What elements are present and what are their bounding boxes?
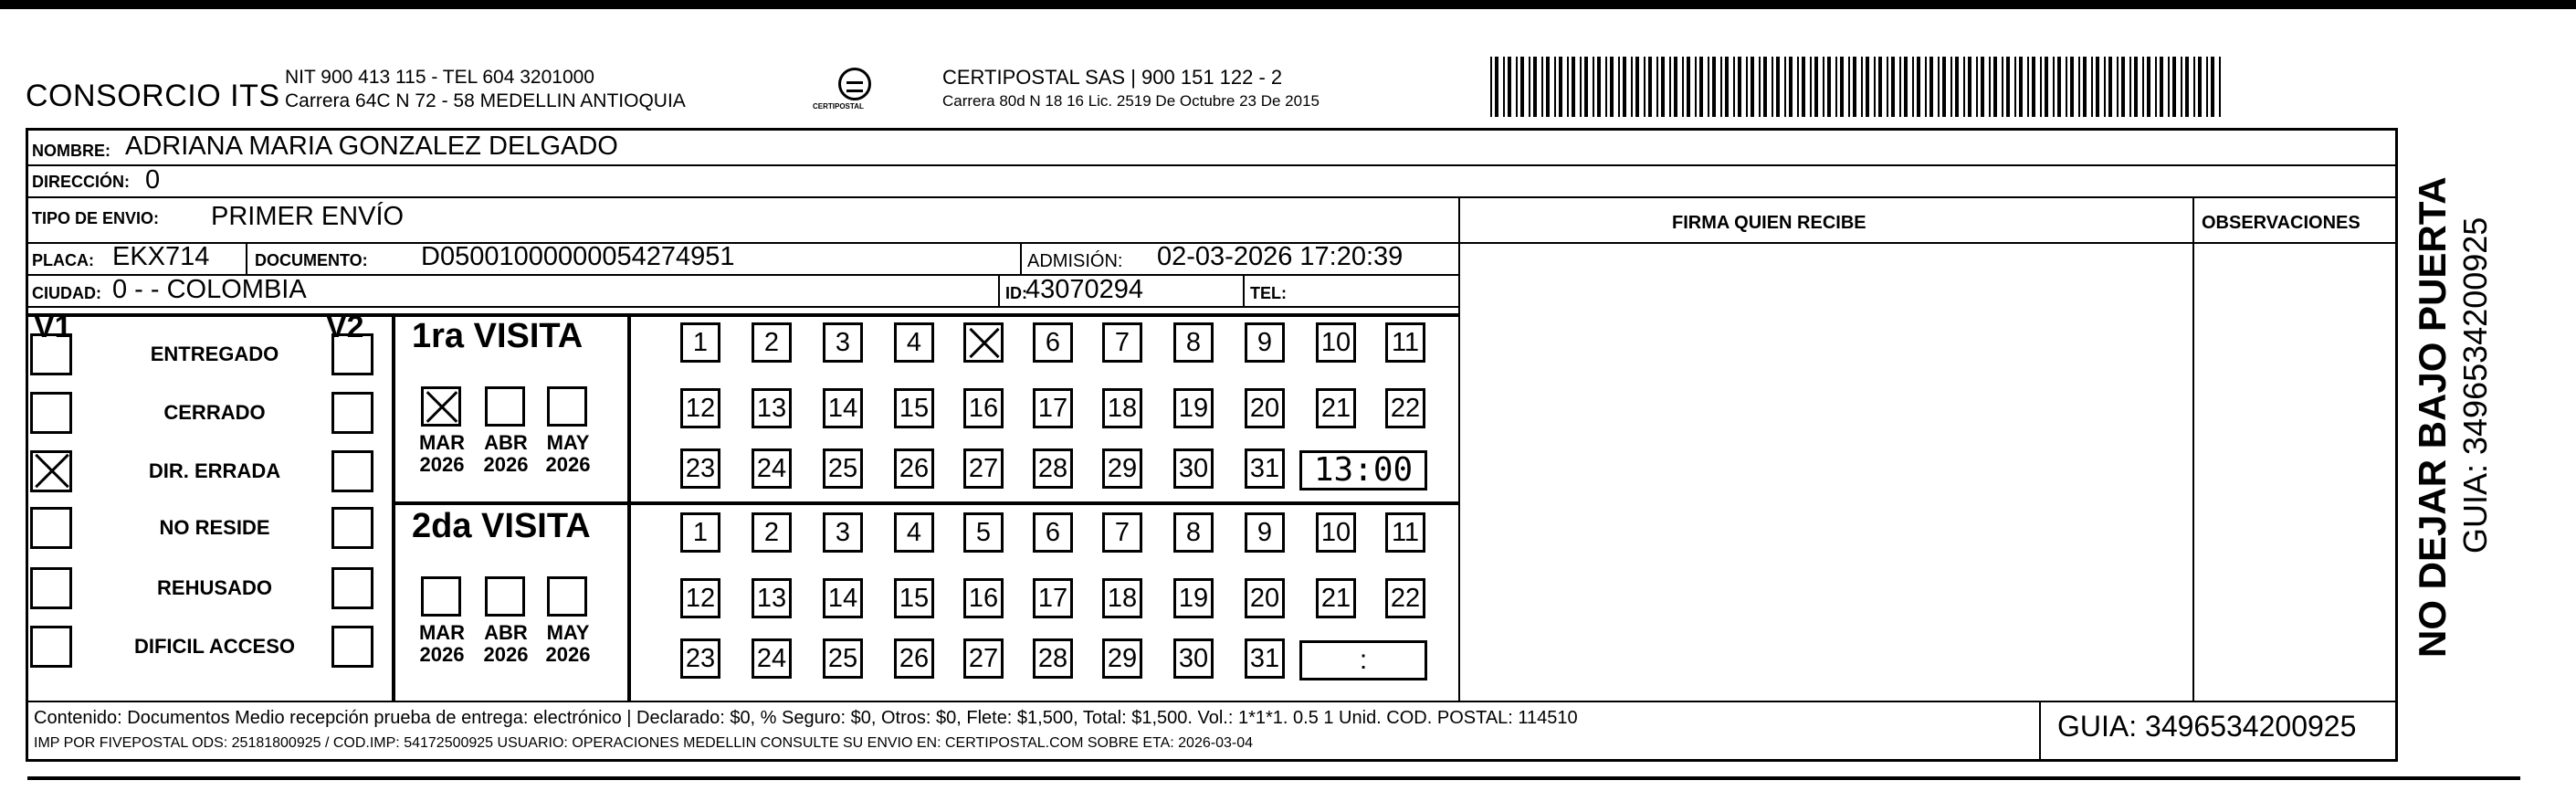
- day-box[interactable]: 25: [823, 638, 863, 679]
- month-checkbox[interactable]: [485, 386, 525, 427]
- day-box[interactable]: 24: [752, 448, 792, 489]
- barcode-bar: [1669, 57, 1671, 117]
- month-name: MAR: [418, 621, 466, 644]
- barcode-bar: [2040, 57, 2042, 117]
- day-box[interactable]: 11: [1385, 322, 1425, 363]
- barcode-bar: [2198, 57, 2202, 117]
- month-name: MAY: [546, 621, 590, 644]
- tipo-envio-value: PRIMER ENVÍO: [211, 202, 405, 231]
- barcode-bar: [1955, 57, 1959, 117]
- day-box[interactable]: 18: [1102, 578, 1142, 618]
- barcode-bar: [1763, 57, 1767, 117]
- day-box[interactable]: 28: [1033, 448, 1073, 489]
- barcode-bar: [1541, 57, 1543, 117]
- barcode-bar: [1623, 57, 1626, 117]
- day-box[interactable]: 30: [1173, 638, 1214, 679]
- admision-label: ADMISIÓN:: [1027, 251, 1123, 271]
- barcode-bar: [1559, 57, 1562, 117]
- month-year: 2026: [545, 643, 591, 666]
- day-box[interactable]: 25: [823, 448, 863, 489]
- barcode-bar: [1746, 57, 1748, 117]
- barcode-bar: [1503, 57, 1505, 117]
- barcode-bar: [1572, 57, 1575, 117]
- barcode-bar: [1644, 57, 1645, 117]
- barcode-bar: [1712, 57, 1716, 117]
- day-box[interactable]: 19: [1173, 388, 1214, 428]
- v2-checkbox[interactable]: [331, 333, 373, 375]
- barcode-bar: [2014, 57, 2016, 117]
- barcode-bar: [1789, 57, 1793, 117]
- day-box[interactable]: 28: [1033, 638, 1073, 679]
- barcode-bar: [1912, 57, 1914, 117]
- barcode-bar: [1802, 57, 1805, 117]
- barcode-bar: [1861, 57, 1863, 117]
- day-box[interactable]: 29: [1102, 638, 1142, 679]
- barcode-bar: [1738, 57, 1741, 117]
- barcode-bar: [2053, 57, 2055, 117]
- day-box[interactable]: 27: [963, 448, 1004, 489]
- v1-checkbox[interactable]: [30, 450, 72, 492]
- barcode-bar: [1708, 57, 1709, 117]
- barcode-bar: [1823, 57, 1824, 117]
- barcode-bar: [2142, 57, 2144, 117]
- visit-title: 2da VISITA: [412, 507, 591, 545]
- visit-time[interactable]: :: [1299, 640, 1427, 680]
- barcode-bar: [1695, 57, 1697, 117]
- v1-label: V1: [34, 310, 72, 344]
- day-box[interactable]: 22: [1385, 578, 1425, 618]
- footer-guia: GUIA: 3496534200925: [2057, 710, 2357, 743]
- month-label: [476, 622, 536, 666]
- tel-label: TEL:: [1250, 284, 1287, 302]
- barcode-bar: [1950, 57, 1952, 117]
- barcode-bar: [1751, 57, 1754, 117]
- day-box[interactable]: 3: [823, 512, 863, 553]
- day-box[interactable]: 2: [752, 322, 792, 363]
- v2-checkbox[interactable]: [331, 450, 373, 492]
- month-checkbox[interactable]: [421, 576, 461, 617]
- barcode-bar: [1989, 57, 1991, 117]
- barcode-bar: [1733, 57, 1735, 117]
- barcode-bar: [1682, 57, 1684, 117]
- nombre-label: NOMBRE:: [32, 142, 110, 160]
- barcode-bar: [1899, 57, 1901, 117]
- barcode-bar: [1495, 57, 1498, 117]
- side-guia: GUIA: 3496534200925: [2456, 216, 2494, 554]
- day-box[interactable]: 6: [1033, 512, 1073, 553]
- carrier-address: Carrera 80d N 18 16 Lic. 2519 De Octubre 23 De 2015: [942, 92, 1320, 110]
- v2-checkbox[interactable]: [331, 507, 373, 549]
- carrier-info: [942, 66, 1320, 113]
- day-box[interactable]: 14: [823, 578, 863, 618]
- day-box[interactable]: 22: [1385, 388, 1425, 428]
- barcode-bar: [2155, 57, 2157, 117]
- barcode-bar: [2002, 57, 2003, 117]
- day-box[interactable]: 31: [1245, 448, 1285, 489]
- barcode-bar: [1866, 57, 1869, 117]
- company-address: Carrera 64C N 72 - 58 MEDELLIN ANTIOQUIA: [285, 90, 686, 111]
- month-year: 2026: [483, 643, 529, 666]
- id-value: 43070294: [1025, 275, 1144, 304]
- day-box[interactable]: 19: [1173, 578, 1214, 618]
- day-box[interactable]: 30: [1173, 448, 1214, 489]
- footer-contenido: Contenido: Documentos Medio recepción prueba de entrega: electrónico | Declarado: $0, % Seguro: $0, Otros: $0, Flete: $1,500, Total: $1,500. Vol.: 1*1*1. 0.5 1 Unid. COD. POSTAL: 114510: [34, 708, 1578, 728]
- day-box[interactable]: 24: [752, 638, 792, 679]
- documento-label: DOCUMENTO:: [255, 251, 368, 269]
- documento-value: D05001000000054274951: [421, 242, 735, 271]
- barcode-bar: [1720, 57, 1722, 117]
- day-box[interactable]: 11: [1385, 512, 1425, 553]
- barcode-bar: [1567, 57, 1569, 117]
- barcode-bar: [1938, 57, 1940, 117]
- day-box[interactable]: 7: [1102, 512, 1142, 553]
- side-warning: NO DEJAR BAJO PUERTA: [2411, 176, 2454, 658]
- day-box[interactable]: 5: [963, 512, 1004, 553]
- month-year: 2026: [419, 453, 465, 476]
- barcode-bar: [1981, 57, 1984, 117]
- status-label: CERRADO: [163, 401, 266, 424]
- barcode-bar: [1529, 57, 1530, 117]
- barcode-bar: [2117, 57, 2119, 117]
- barcode-bar: [2045, 57, 2048, 117]
- status-label: REHUSADO: [157, 576, 272, 599]
- month-year: 2026: [419, 643, 465, 666]
- day-box[interactable]: 6: [1033, 322, 1073, 363]
- barcode-bar: [1648, 57, 1652, 117]
- company-nit: NIT 900 413 115 - TEL 604 3201000: [285, 67, 594, 88]
- footer-impresion: IMP POR FIVEPOSTAL ODS: 25181800925 / COD.IMP: 54172500925 USUARIO: OPERACIONES MEDELLIN CONSULTE SU ENVIO EN: CERTIPOSTAL.COM SOBRE ETA: 2026-03-04: [34, 735, 1253, 751]
- v2-checkbox[interactable]: [331, 392, 373, 434]
- barcode-bar: [1516, 57, 1518, 117]
- barcode-bar: [2193, 57, 2195, 117]
- v1-checkbox[interactable]: [30, 567, 72, 609]
- v1-checkbox[interactable]: [30, 333, 72, 375]
- barcode-bar: [2083, 57, 2087, 117]
- barcode-bar: [1520, 57, 1524, 117]
- barcode: [1490, 57, 2224, 117]
- day-box[interactable]: 13: [752, 578, 792, 618]
- day-box[interactable]: 3: [823, 322, 863, 363]
- day-box[interactable]: 23: [680, 638, 720, 679]
- barcode-bar: [1687, 57, 1690, 117]
- barcode-bar: [2019, 57, 2023, 117]
- day-box[interactable]: 15: [894, 578, 934, 618]
- day-box[interactable]: 26: [894, 638, 934, 679]
- month-name: ABR: [484, 431, 528, 454]
- ciudad-label: CIUDAD:: [32, 284, 101, 302]
- v1-checkbox[interactable]: [30, 626, 72, 668]
- v2-checkbox[interactable]: [331, 567, 373, 609]
- v2-label: V2: [326, 310, 364, 344]
- barcode-bar: [1546, 57, 1550, 117]
- barcode-bar: [1976, 57, 1978, 117]
- day-box[interactable]: 1: [680, 512, 720, 553]
- barcode-bar: [1827, 57, 1831, 117]
- barcode-bar: [1810, 57, 1812, 117]
- barcode-bar: [1853, 57, 1856, 117]
- barcode-bar: [2219, 57, 2221, 117]
- tipo-envio-label: TIPO DE ENVIO:: [32, 209, 160, 227]
- barcode-bar: [1584, 57, 1588, 117]
- barcode-bar: [1776, 57, 1780, 117]
- barcode-bar: [1490, 57, 1492, 117]
- barcode-bar: [1631, 57, 1633, 117]
- visit-title: 1ra VISITA: [412, 317, 584, 355]
- barcode-bar: [1610, 57, 1614, 117]
- day-box[interactable]: 23: [680, 448, 720, 489]
- ciudad-value: 0 - - COLOMBIA: [112, 275, 307, 304]
- day-box[interactable]: 14: [823, 388, 863, 428]
- month-checkbox[interactable]: [421, 386, 461, 427]
- barcode-bar: [2147, 57, 2150, 117]
- placa-label: PLACA:: [32, 251, 94, 269]
- barcode-bar: [2185, 57, 2189, 117]
- barcode-bar: [1925, 57, 1927, 117]
- visit-time[interactable]: 13:00: [1299, 450, 1427, 490]
- barcode-bar: [2091, 57, 2093, 117]
- status-label: DIR. ERRADA: [148, 459, 281, 482]
- month-year: 2026: [545, 453, 591, 476]
- firma-header: FIRMA QUIEN RECIBE: [1672, 213, 1866, 233]
- carrier-nit: CERTIPOSTAL SAS | 900 151 122 - 2: [942, 66, 1283, 89]
- barcode-bar: [2078, 57, 2080, 117]
- day-box[interactable]: 27: [963, 638, 1004, 679]
- day-box[interactable]: 21: [1316, 578, 1356, 618]
- day-box[interactable]: 29: [1102, 448, 1142, 489]
- day-box[interactable]: 18: [1102, 388, 1142, 428]
- id-label: ID:: [1005, 284, 1027, 302]
- day-box[interactable]: 13: [752, 388, 792, 428]
- status-label: ENTREGADO: [150, 343, 279, 365]
- barcode-bar: [1508, 57, 1511, 117]
- status-label: DIFICIL ACCESO: [133, 635, 295, 658]
- barcode-bar: [1554, 57, 1556, 117]
- day-box[interactable]: 17: [1033, 578, 1073, 618]
- barcode-bar: [1929, 57, 1933, 117]
- barcode-bar: [2172, 57, 2176, 117]
- logo-caption: CERTIPOSTAL: [813, 102, 864, 111]
- month-label: [412, 432, 472, 476]
- day-box[interactable]: 12: [680, 388, 720, 428]
- month-checkbox[interactable]: [547, 386, 587, 427]
- barcode-bar: [1878, 57, 1882, 117]
- admision-value: 02-03-2026 17:20:39: [1157, 242, 1404, 271]
- day-box[interactable]: 16: [963, 578, 1004, 618]
- day-box[interactable]: 1: [680, 322, 720, 363]
- barcode-bar: [1891, 57, 1895, 117]
- month-label: [538, 432, 598, 476]
- month-name: MAY: [546, 431, 590, 454]
- barcode-bar: [2206, 57, 2208, 117]
- barcode-bar: [2096, 57, 2099, 117]
- barcode-bar: [1963, 57, 1965, 117]
- barcode-bar: [2168, 57, 2170, 117]
- barcode-bar: [1968, 57, 1971, 117]
- company-info: [285, 66, 686, 113]
- day-box[interactable]: 2: [752, 512, 792, 553]
- barcode-bar: [2027, 57, 2029, 117]
- month-label: [476, 432, 536, 476]
- v1-checkbox[interactable]: [30, 507, 72, 549]
- v2-checkbox[interactable]: [331, 626, 373, 668]
- day-box[interactable]: 21: [1316, 388, 1356, 428]
- barcode-bar: [2104, 57, 2106, 117]
- day-box[interactable]: 17: [1033, 388, 1073, 428]
- barcode-bar: [1797, 57, 1799, 117]
- top-border: [0, 0, 2576, 9]
- barcode-bar: [1661, 57, 1665, 117]
- day-box[interactable]: 8: [1173, 512, 1214, 553]
- barcode-bar: [1784, 57, 1786, 117]
- barcode-bar: [1699, 57, 1703, 117]
- month-name: ABR: [484, 621, 528, 644]
- month-label: [538, 622, 598, 666]
- day-box[interactable]: 10: [1316, 512, 1356, 553]
- barcode-bar: [1840, 57, 1844, 117]
- company-name: CONSORCIO ITS: [26, 79, 280, 113]
- barcode-bar: [1874, 57, 1876, 117]
- month-year: 2026: [483, 453, 529, 476]
- barcode-bar: [1580, 57, 1582, 117]
- barcode-bar: [1835, 57, 1837, 117]
- day-box[interactable]: 31: [1245, 638, 1285, 679]
- barcode-bar: [2066, 57, 2067, 117]
- day-box[interactable]: [963, 322, 1004, 363]
- barcode-bar: [1942, 57, 1946, 117]
- barcode-bar: [1904, 57, 1908, 117]
- barcode-bar: [2006, 57, 2010, 117]
- barcode-bar: [1772, 57, 1773, 117]
- delivery-form: [26, 128, 2398, 762]
- barcode-bar: [1597, 57, 1601, 117]
- bottom-border: [27, 776, 2520, 780]
- certipostal-logo-icon: [838, 68, 871, 100]
- day-box[interactable]: 4: [894, 322, 934, 363]
- day-box[interactable]: 20: [1245, 578, 1285, 618]
- day-box[interactable]: 20: [1245, 388, 1285, 428]
- month-checkbox[interactable]: [485, 576, 525, 617]
- barcode-bar: [1593, 57, 1594, 117]
- direccion-value: 0: [145, 165, 161, 195]
- barcode-bar: [1656, 57, 1658, 117]
- barcode-bar: [1674, 57, 1677, 117]
- barcode-bar: [1605, 57, 1607, 117]
- barcode-bar: [2121, 57, 2125, 117]
- day-box[interactable]: 15: [894, 388, 934, 428]
- day-box[interactable]: 8: [1173, 322, 1214, 363]
- day-box[interactable]: 9: [1245, 322, 1285, 363]
- barcode-bar: [1848, 57, 1850, 117]
- barcode-bar: [1887, 57, 1888, 117]
- day-box[interactable]: 7: [1102, 322, 1142, 363]
- barcode-bar: [2070, 57, 2074, 117]
- nombre-value: ADRIANA MARIA GONZALEZ DELGADO: [125, 132, 618, 161]
- day-box[interactable]: 10: [1316, 322, 1356, 363]
- status-label: NO RESIDE: [159, 516, 270, 539]
- barcode-bar: [1533, 57, 1537, 117]
- barcode-bar: [1917, 57, 1920, 117]
- barcode-bar: [1814, 57, 1818, 117]
- barcode-bar: [1618, 57, 1620, 117]
- barcode-bar: [2057, 57, 2061, 117]
- barcode-bar: [2181, 57, 2182, 117]
- month-label: [412, 622, 472, 666]
- direccion-label: DIRECCIÓN:: [32, 173, 130, 191]
- barcode-bar: [2134, 57, 2138, 117]
- month-checkbox[interactable]: [547, 576, 587, 617]
- day-box[interactable]: 12: [680, 578, 720, 618]
- barcode-bar: [1725, 57, 1729, 117]
- barcode-bar: [2211, 57, 2214, 117]
- barcode-bar: [1635, 57, 1639, 117]
- barcode-bar: [2108, 57, 2112, 117]
- barcode-bar: [2160, 57, 2163, 117]
- day-box[interactable]: 26: [894, 448, 934, 489]
- barcode-bar: [1993, 57, 1997, 117]
- v1-checkbox[interactable]: [30, 392, 72, 434]
- day-box[interactable]: 4: [894, 512, 934, 553]
- day-box[interactable]: 9: [1245, 512, 1285, 553]
- placa-value: EKX714: [112, 242, 210, 271]
- observaciones-header: OBSERVACIONES: [2202, 213, 2360, 233]
- barcode-bar: [2129, 57, 2131, 117]
- barcode-bar: [1759, 57, 1761, 117]
- barcode-bar: [2032, 57, 2035, 117]
- day-box[interactable]: 16: [963, 388, 1004, 428]
- month-name: MAR: [418, 431, 466, 454]
